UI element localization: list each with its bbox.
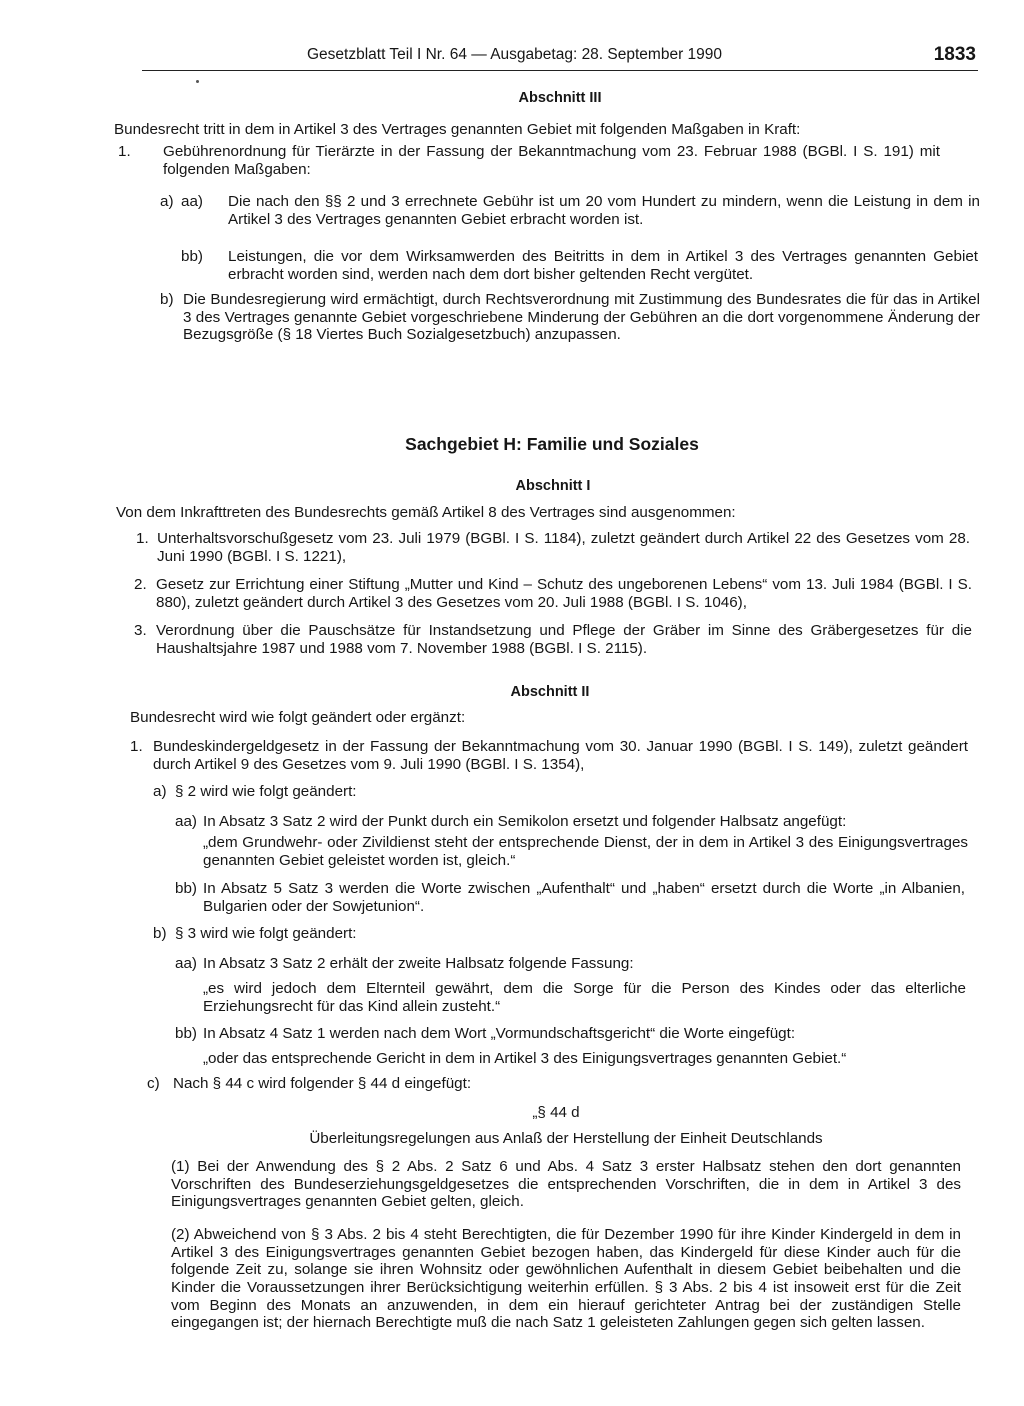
item-text: Die Bundesregierung wird ermächtigt, durch Rechtsverordnung mit Zustimmung des Bundesrates die für das in Artikel 3 des Vertrages genannte Gebiet vorgeschriebene Minderung der Gebühren an die dort vorgenommene Änderung der Bezugsgröße (§ 18 Viertes Buch Sozialgesetzbuch) anzupassen. <box>183 291 980 344</box>
paragraph-subtitle: Überleitungsregelungen aus Anlaß der Herstellung der Einheit Deutschlands <box>309 1130 823 1147</box>
item-label-aa: aa) <box>175 813 197 830</box>
paragraph-absatz-1: (1) Bei der Anwendung des § 2 Abs. 2 Satz 6 und Abs. 4 Satz 3 erster Halbsatz stehen den dort genannten Vorschriften des Bundeserziehungsgeldgesetzes die entsprechenden Vorschriften, die in dem in Artikel 3 des Einigungsvertrages genannten Gebiet gelten, gleich. <box>171 1158 961 1211</box>
abschnitt-i-intro: Von dem Inkrafttreten des Bundesrechts gemäß Artikel 8 des Vertrages sind ausgenommen: <box>116 504 736 521</box>
item-text: Leistungen, die vor dem Wirksamwerden des Beitritts in dem in Artikel 3 des Vertrages genannten Gebiet erbracht worden sind, werden nach dem dort bisher geltenden Recht vergütet. <box>228 248 978 283</box>
item-b-text: § 3 wird wie folgt geändert: <box>175 925 357 942</box>
abschnitt-ii-intro: Bundesrecht wird wie folgt geändert oder ergänzt: <box>130 709 466 726</box>
item-text: Die nach den §§ 2 und 3 errechnete Gebühr ist um 20 vom Hundert zu mindern, wenn die Leistung in dem in Artikel 3 des Vertrages genannten Gebiet erbracht worden ist. <box>228 193 980 228</box>
page-number: 1833 <box>933 44 976 65</box>
item-number: 1. <box>130 738 143 755</box>
quote-text: „oder das entsprechende Gericht in dem in Artikel 3 des Einigungsvertrages genannten Gebiet.“ <box>203 1050 847 1067</box>
quote-text: „es wird jedoch dem Elternteil gewährt, dem die Sorge für die Person des Kindes oder das elterliche Erziehungsrecht für das Kind allein zusteht.“ <box>203 980 966 1015</box>
sachgebiet-h-heading: Sachgebiet H: Familie und Soziales <box>405 434 699 454</box>
item-label-bb: bb) <box>175 880 197 897</box>
abschnitt-ii-heading: Abschnitt II <box>510 684 590 700</box>
item-number: 1. <box>136 530 149 547</box>
item-text: In Absatz 5 Satz 3 werden die Worte zwischen „Aufenthalt“ und „haben“ ersetzt durch die Worte „in Albanien, Bulgarien oder der Sowjetunion“. <box>203 880 965 915</box>
item-label-aa: aa) <box>181 193 203 210</box>
item-label-bb: bb) <box>181 248 203 265</box>
abschnitt-iii-heading: Abschnitt III <box>518 90 602 106</box>
item-number: 2. <box>134 576 147 593</box>
print-speck <box>196 80 199 83</box>
item-label-a: a) <box>153 783 167 800</box>
item-text: In Absatz 3 Satz 2 erhält der zweite Halbsatz folgende Fassung: <box>203 955 634 972</box>
item-text: Gebührenordnung für Tierärzte in der Fassung der Bekanntmachung vom 23. Februar 1988 (BGBl. I S. 191) mit folgenden Maßgaben: <box>163 143 940 178</box>
item-label-b: b) <box>160 291 174 308</box>
page-header <box>142 46 978 71</box>
item-number: 3. <box>134 622 147 639</box>
item-label-a: a) <box>160 193 174 210</box>
item-text: Unterhaltsvorschußgesetz vom 23. Juli 1979 (BGBl. I S. 1184), zuletzt geändert durch Artikel 22 des Gesetzes vom 28. Juni 1990 (BGBl. I S. 1221), <box>157 530 970 565</box>
item-c-text: Nach § 44 c wird folgender § 44 d eingefügt: <box>173 1075 472 1092</box>
abschnitt-i-heading: Abschnitt I <box>515 478 591 494</box>
item-label-c: c) <box>147 1075 160 1092</box>
paragraph-title: „§ 44 d <box>532 1104 580 1121</box>
running-title: Gesetzblatt Teil I Nr. 64 — Ausgabetag: 28. September 1990 <box>307 46 723 63</box>
item-a-text: § 2 wird wie folgt geändert: <box>175 783 357 800</box>
abschnitt-iii-intro: Bundesrecht tritt in dem in Artikel 3 des Vertrages genannten Gebiet mit folgenden Maßgaben in Kraft: <box>114 121 801 138</box>
item-text: In Absatz 4 Satz 1 werden nach dem Wort „Vormundschaftsgericht“ die Worte eingefügt: <box>203 1025 796 1042</box>
item-label-aa: aa) <box>175 955 197 972</box>
item-label-bb: bb) <box>175 1025 197 1042</box>
item-number: 1. <box>118 143 131 160</box>
item-label-b: b) <box>153 925 167 942</box>
item-text: In Absatz 3 Satz 2 wird der Punkt durch ein Semikolon ersetzt und folgender Halbsatz angefügt: <box>203 813 847 830</box>
item-text: Gesetz zur Errichtung einer Stiftung „Mutter und Kind – Schutz des ungeborenen Lebens“ vom 13. Juli 1984 (BGBl. I S. 880), zuletzt geändert durch Artikel 3 des Gesetzes vom 20. Juli 1988 (BGBl. I S. 1046), <box>156 576 972 611</box>
item-text: Verordnung über die Pauschsätze für Instandsetzung und Pflege der Gräber im Sinne des Gräbergesetzes für die Haushaltsjahre 1987 und 1988 vom 7. November 1988 (BGBl. I S. 2115). <box>156 622 972 657</box>
paragraph-absatz-2: (2) Abweichend von § 3 Abs. 2 bis 4 steht Berechtigten, die für Dezember 1990 für ihre Kinder Kindergeld in dem in Artikel 3 des Einigungsvertrages genannten Gebiet bezogen haben, das Kindergeld für diese Kinder auch für die folgende Zeit zu, solange sie ihren Wohnsitz oder gewöhnlichen Aufenthalt in diesem Gebiet beibehalten und die Kinder die Voraussetzungen ihrer Berücksichtigung weiterhin erfüllen. § 3 Abs. 2 bis 4 ist insoweit erst für die Zeit vom Beginn des Monats an anzuwenden, in dem ein hierauf gerichteter Antrag bei der zuständigen Stelle eingegangen ist; der hiernach Berechtigte muß die nach Satz 1 geleisteten Zahlungen gegen sich gelten lassen. <box>171 1226 961 1332</box>
quote-text: „dem Grundwehr- oder Zivildienst steht der entsprechende Dienst, der in dem in Artikel 3 des Einigungsvertrages genannten Gebiet geleistet worden ist, gleich.“ <box>203 834 968 869</box>
item-text: Bundeskindergeldgesetz in der Fassung der Bekanntmachung vom 30. Januar 1990 (BGBl. I S. 149), zuletzt geändert durch Artikel 9 des Gesetzes vom 9. Juli 1990 (BGBl. I S. 1354), <box>153 738 968 773</box>
